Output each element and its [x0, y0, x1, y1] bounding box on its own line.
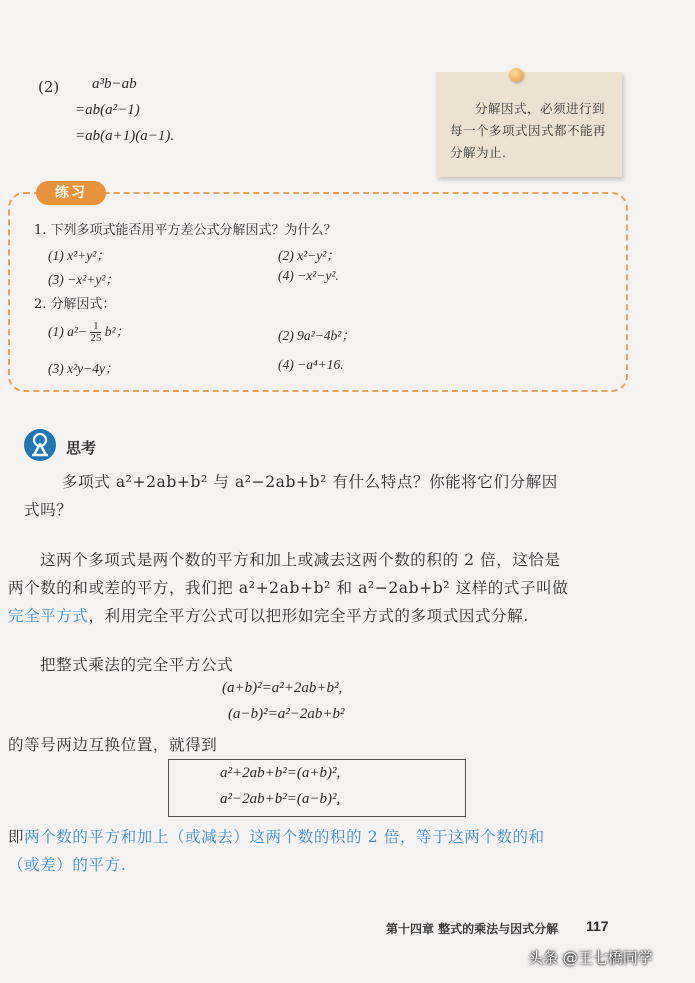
fraction-numerator: 1: [93, 320, 99, 333]
practice-q1-item-3: (3) −x²+y²；: [48, 272, 119, 287]
think-icon: [24, 429, 56, 461]
think-line-1: 多项式 a²+2ab+b² 与 a²−2ab+b² 有什么特点？你能将它们分解因: [62, 473, 558, 491]
practice-q1-item-1: (1) x²+y²；: [48, 248, 110, 263]
note-card: [436, 72, 622, 177]
think-label: 思考: [66, 439, 97, 457]
fraction: [90, 321, 101, 344]
think-line-2: 式吗？: [24, 501, 73, 519]
boxed-formula-2: a²−2ab+b²=(a−b)²,: [220, 791, 341, 807]
practice-q1-item-4: (4) −x²−y².: [278, 268, 339, 283]
conclusion-prefix: 即: [8, 828, 25, 846]
practice-tag: 练习: [36, 181, 106, 205]
practice-q2-item-2: (2) 9a²−4b²；: [278, 328, 355, 343]
para1-line-1: 这两个多项式是两个数的平方和加上或减去这两个数的积的 2 倍，这恰是: [40, 551, 561, 569]
practice-q2-item-1: [48, 320, 129, 344]
conclusion-line-2: （或差）的平方.: [8, 856, 127, 874]
conclusion-blue-1: 两个数的平方和加上（或减去）这两个数的积的 2 倍，等于这两个数的和: [24, 828, 545, 846]
formula-2: (a−b)²=a²−2ab+b²: [228, 706, 345, 722]
practice-q2-item-3: (3) x²y−4y；: [48, 361, 119, 376]
page-number: 117: [586, 918, 609, 934]
example-line-2: =ab(a²−1): [75, 102, 140, 118]
para1-line-3-rest: ，利用完全平方公式可以把形如完全平方式的多项式因式分解.: [88, 607, 529, 625]
para1-line-3: [8, 604, 529, 626]
footer-chapter: 第十四章 整式的乘法与因式分解: [386, 922, 559, 936]
term-complete-square: 完全平方式: [8, 607, 89, 625]
example-number: (2): [38, 78, 60, 96]
formula-1: (a+b)²=a²+2ab+b²,: [222, 680, 343, 696]
practice-q2: 2. 分解因式：: [34, 297, 116, 312]
practice-q1: 1. 下列多项式能否用平方差公式分解因式？为什么？: [34, 223, 337, 238]
para1-line-2: 两个数的和或差的平方，我们把 a²+2ab+b² 和 a²−2ab+b² 这样的式子叫做: [8, 579, 569, 597]
boxed-formula-1: a²+2ab+b²=(a+b)²,: [220, 765, 341, 781]
fraction-denominator: 25: [90, 332, 102, 345]
practice-q1-item-2: (2) x²−y²；: [278, 248, 340, 263]
para2-intro: 把整式乘法的完全平方公式: [40, 656, 234, 674]
practice-q2-item-1-label: (1) a²−: [48, 324, 88, 339]
practice-q2-item-4: (4) −a⁴+16.: [278, 357, 344, 372]
practice-q2-item-1-tail: b²；: [104, 324, 130, 339]
note-text: 分解因式，必须进行到每一个多项式因式都不能再分解为止.: [450, 101, 607, 160]
para2-after: 的等号两边互换位置，就得到: [8, 736, 218, 754]
example-line-1: a³b−ab: [92, 76, 137, 92]
example-line-3: =ab(a+1)(a−1).: [75, 128, 175, 144]
pushpin-icon: [509, 68, 523, 82]
conclusion-line-1: [8, 825, 545, 847]
watermark: 头条 @王七橋同学: [528, 949, 653, 967]
